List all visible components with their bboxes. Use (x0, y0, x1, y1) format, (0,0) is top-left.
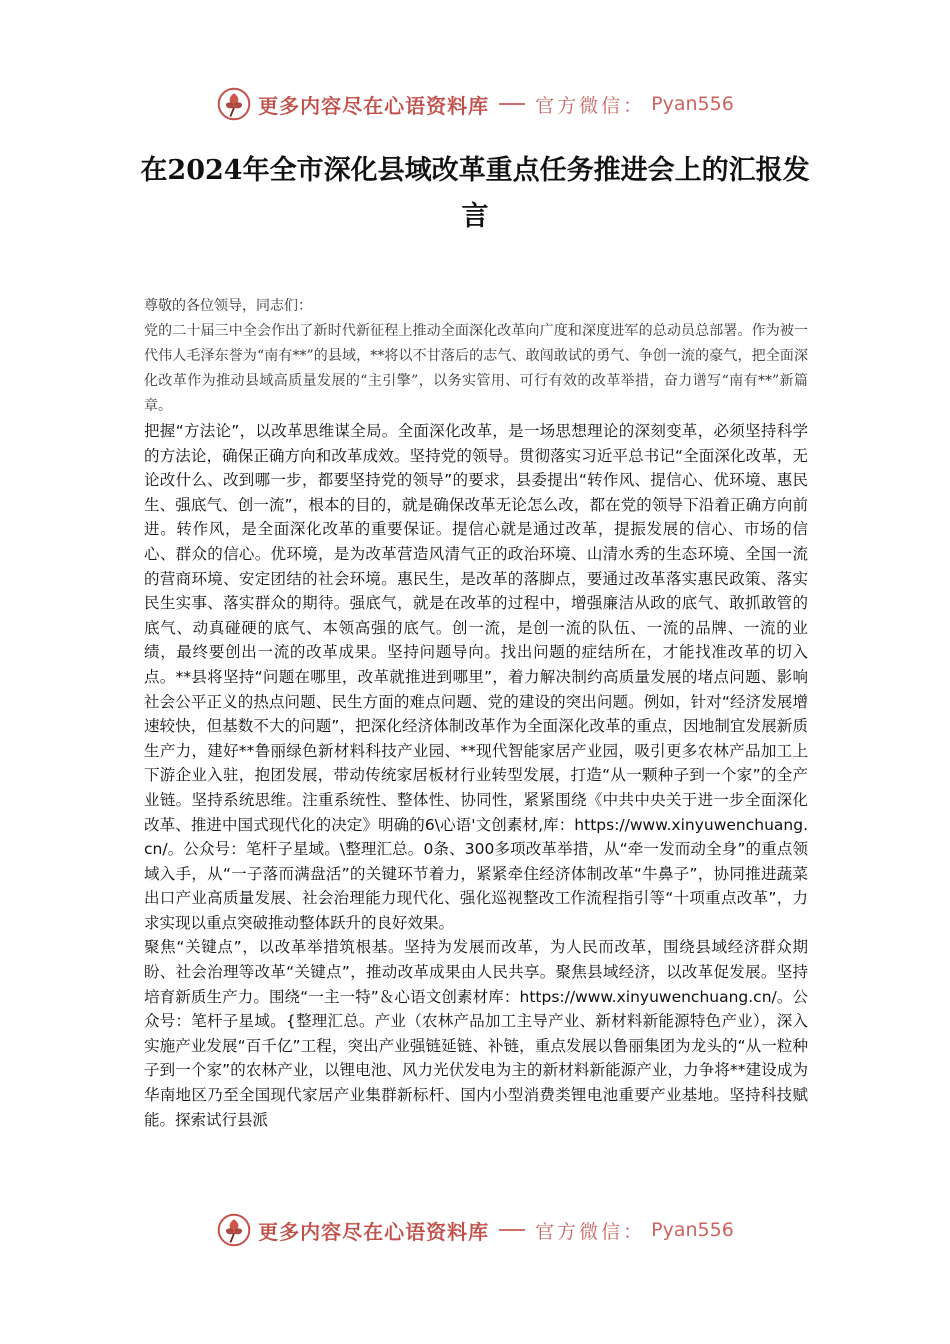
flower-logo-icon (216, 1212, 252, 1248)
brand-text: 更多内容尽在心语资料库 (258, 93, 490, 118)
opening-paragraph: 党的二十届三中全会作出了新时代新征程上推动全面深化改革向广度和深度进军的总动员总部署。作为被一代伟人毛泽东誉为“南有**”的县域，**将以不甘落后的志气、敢闯敢试的勇气、争创一流的豪气，把全面深化改革作为推动县域高质量发展的“主引擎”，以务实管用、可行有效的改革举措，奋力谱写“南有**”新篇章。 (144, 323, 808, 414)
section-1-paragraph: 把握“方法论”，以改革思维谋全局。全面深化改革，是一场思想理论的深刻变革，必须坚持科学的方法论，确保正确方向和改革成效。坚持党的领导。贯彻落实习近平总书记“全面深化改革，无论改什么、改到哪一步，都要坚持党的领导”的要求，县委提出“转作风、提信心、优环境、惠民生、强底气、创一流”，根本的目的，就是确保改革无论怎么改，都在党的领导下沿着正确方向前进。转作风，是全面深化改革的重要保证。提信心就是通过改革，提振发展的信心、市场的信心、群众的信心。优环境，是为改革营造风清气正的政治环境、山清水秀的生态环境、全国一流的营商环境、安定团结的社会环境。惠民生，是改革的落脚点，要通过改革落实惠民政策、落实民生实事、落实群众的期待。强底气，就是在改革的过程中，增强廉洁从政的底气、敢抓敢管的底气、动真碰硬的底气、本领高强的底气。创一流，是创一流的队伍、一流的品牌、一流的业绩，最终要创出一流的改革成果。坚持问题导向。找出问题的症结所在，才能找准改革的切入点。**县将坚持“问题在哪里，改革就推进到哪里”，着力解决制约高质量发展的堵点问题、影响社会公平正义的热点问题、民生方面的难点问题、党的建设的突出问题。例如，针对“经济发展增速较快，但基数不大的问题”，把深化经济体制改革作为全面深化改革的重点，因地制宜发展新质生产力，建好**鲁丽绿色新材料科技产业园、**现代智能家居产业园，吸引更多农林产品加工上下游企业入驻，抱团发展，带动传统家居板材行业转型发展，打造“从一颗种子到一个家”的全产业链。坚持系统思维。注重系统性、整体性、协同性，紧紧围绕《中共中央关于进一步全面深化改革、推进中国式现代化的决定》明确的6\心语'文创素材,库：https://www.xinyuwenchuang.cn/。公众号：笔杆子星域。\整理汇总。0条、300多项改革举措，从“牵一发而动全身”的重点领域入手，从“一子落而满盘活”的关键环节着力，紧紧牵住经济体制改革“牛鼻子”，协同推进蔬菜出口产业高质量发展、社会治理能力现代化、强化巡视整改工作流程指引等“十项重点改革”，力求实现以重点突破推动整体跃升的良好效果。 (144, 422, 808, 932)
wechat-id: Pyan556 (651, 93, 734, 115)
brand-text: 更多内容尽在心语资料库 (258, 1219, 490, 1244)
header-banner (0, 84, 950, 124)
document-title: 在2024年全市深化县域改革重点任务推进会上的汇报发言 (140, 155, 810, 232)
flower-logo-icon (216, 86, 252, 122)
greeting: 尊敬的各位领导，同志们： (144, 298, 312, 314)
footer-banner (0, 1210, 950, 1250)
document-body (144, 294, 808, 1132)
banner-divider (499, 1229, 525, 1231)
wechat-label: 官方微信： (535, 94, 646, 117)
section-2-paragraph: 聚焦“关键点”，以改革举措筑根基。坚持为发展而改革，为人民而改革，围绕县域经济群众期盼、社会治理等改革“关键点”，推动改革成果由人民共享。聚焦县域经济，以改革促发展。坚持培育新质生产力。围绕“一主一特”＆心语文创素材库：https://www.xinyuwenchuang.cn/。公众号：笔杆子星域。{整理汇总。产业（农林产品加工主导产业、新材料新能源特色产业），深入实施产业发展“百千亿”工程，突出产业强链延链、补链，重点发展以鲁丽集团为龙头的“从一粒种子到一个家”的农林产业，以锂电池、风力光伏发电为主的新材料新能源产业，力争将**建设成为华南地区乃至全国现代家居产业集群新标杆、国内小型消费类锂电池重要产业基地。坚持科技赋能。探索试行县派 (144, 938, 808, 1129)
wechat-label: 官方微信： (535, 1220, 646, 1243)
banner-divider (499, 103, 525, 105)
wechat-id: Pyan556 (651, 1219, 734, 1241)
